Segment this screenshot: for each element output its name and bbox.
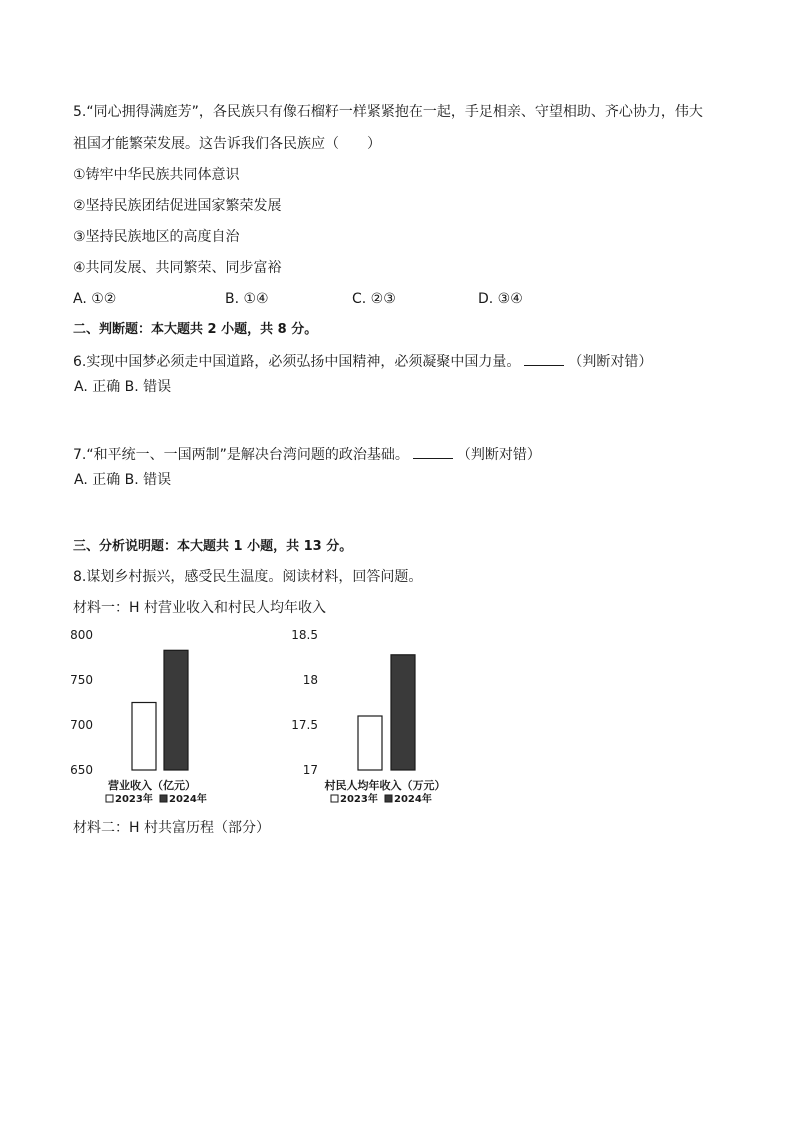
y-tick-label: 17.5 — [291, 718, 318, 732]
q5-stem-line2: 祖国才能繁荣发展。这告诉我们各民族应（ ） — [73, 136, 381, 152]
revenue-bar-chart — [60, 622, 260, 812]
section3-title: 三、分析说明题：本大题共 1 小题，共 13 分。 — [73, 539, 353, 554]
q8-material2: 材料二：H 村共富历程（部分） — [73, 820, 270, 836]
legend-label: 2024年 — [394, 794, 432, 805]
legend-swatch — [160, 795, 167, 802]
chart-xlabel: 营业收入（亿元） — [108, 779, 196, 792]
q6-stem: 6.实现中国梦必须走中国道路，必须弘扬中国精神，必须凝聚中国力量。 — [73, 354, 521, 370]
y-tick-label: 650 — [70, 763, 93, 777]
q5-item-4: ④共同发展、共同繁荣、同步富裕 — [73, 260, 282, 276]
q5-option-d: D. ③④ — [478, 291, 523, 307]
q5-option-b: B. ①④ — [225, 291, 269, 307]
q6-suffix: （判断对错） — [568, 354, 653, 370]
y-tick-label: 17 — [302, 763, 318, 777]
legend-swatch — [106, 795, 113, 802]
q6-options: A. 正确 B. 错误 — [74, 379, 172, 395]
q7-stem: 7.“和平统一、一国两制”是解决台湾问题的政治基础。 — [73, 447, 409, 463]
chart-xlabel: 村民人均年收入（万元） — [324, 779, 446, 792]
legend-swatch — [331, 795, 338, 802]
q5-item-1: ①铸牢中华民族共同体意识 — [73, 167, 240, 183]
y-tick-label: 750 — [70, 673, 93, 687]
legend-label: 2023年 — [115, 794, 153, 805]
y-tick-label: 18.5 — [291, 628, 318, 642]
bar-2024年 — [391, 655, 415, 770]
y-tick-label: 18 — [302, 673, 318, 687]
q5-item-3: ③坚持民族地区的高度自治 — [73, 229, 240, 245]
q7-stem-line — [73, 444, 541, 465]
q7-options: A. 正确 B. 错误 — [74, 472, 172, 488]
q8-material1: 材料一：H 村营业收入和村民人均年收入 — [73, 600, 326, 616]
legend-label: 2024年 — [169, 794, 207, 805]
q7-answer-blank[interactable] — [413, 444, 453, 459]
bar-2024年 — [164, 650, 188, 770]
q5-option-c: C. ②③ — [352, 291, 396, 307]
y-tick-label: 700 — [70, 718, 93, 732]
legend-label: 2023年 — [340, 794, 378, 805]
q6-answer-blank[interactable] — [524, 351, 564, 366]
y-tick-label: 800 — [70, 628, 93, 642]
q7-suffix: （判断对错） — [456, 447, 541, 463]
q5-option-a: A. ①② — [73, 291, 117, 307]
q6-stem-line — [73, 351, 652, 372]
q8-stem: 8.谋划乡村振兴，感受民生温度。阅读材料，回答问题。 — [73, 569, 423, 585]
bar-2023年 — [132, 703, 156, 771]
bar-2023年 — [358, 716, 382, 770]
section2-title: 二、判断题：本大题共 2 小题，共 8 分。 — [73, 322, 318, 337]
q5-stem-line1: 5.“同心拥得满庭芳”，各民族只有像石榴籽一样紧紧抱在一起，手足相亲、守望相助、齐心协力，伟大 — [73, 104, 703, 120]
q5-item-2: ②坚持民族团结促进国家繁荣发展 — [73, 198, 282, 214]
legend-swatch — [385, 795, 392, 802]
per-capita-income-bar-chart — [285, 622, 485, 812]
